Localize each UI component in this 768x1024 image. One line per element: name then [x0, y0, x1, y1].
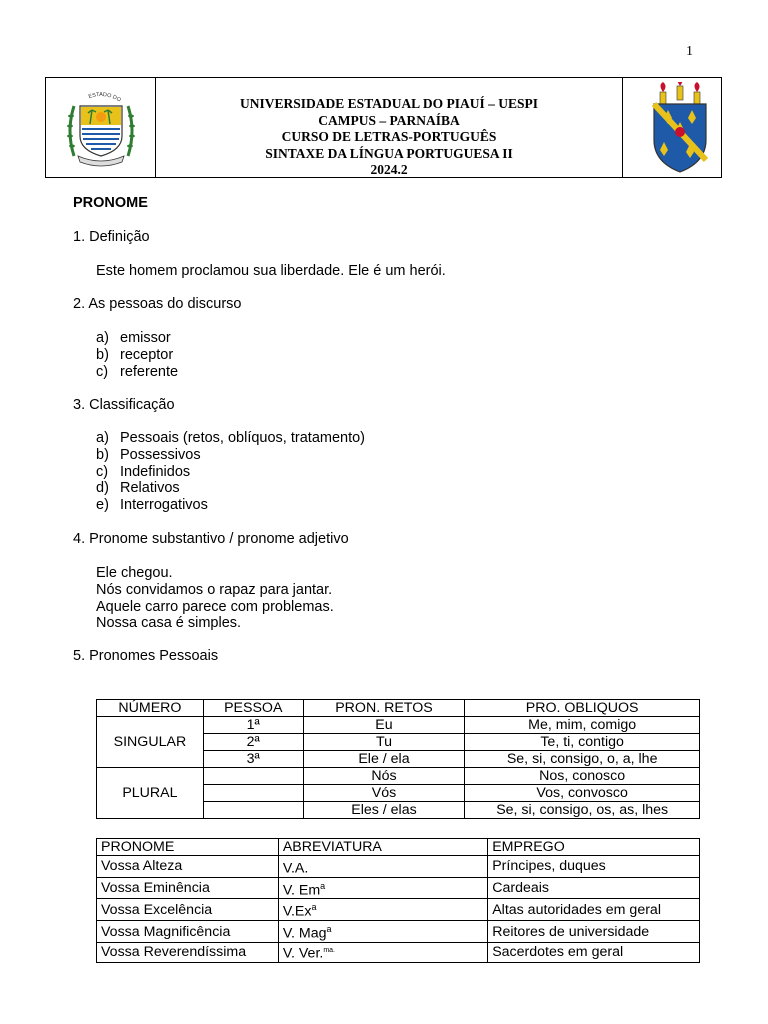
page-title: PRONOME — [73, 195, 148, 211]
list-marker: b) — [96, 446, 109, 463]
abbreviation-superscript: ma. — [323, 946, 335, 954]
table-cell: Nos, conosco — [465, 768, 700, 785]
list-marker: c) — [96, 363, 109, 380]
table-cell: Ele / ela — [303, 751, 465, 768]
column-header: PESSOA — [203, 700, 303, 717]
example-sentence: Aquele carro parece com problemas. — [96, 598, 334, 615]
classification-list — [96, 430, 365, 514]
table-cell — [203, 768, 303, 785]
column-header: PRO. OBLIQUOS — [465, 700, 700, 717]
list-item-text: emissor — [120, 330, 171, 346]
example-sentence: Nós convidamos o rapaz para jantar. — [96, 581, 333, 598]
list-item — [96, 464, 365, 481]
table-cell: Se, si, consigo, os, as, lhes — [465, 802, 700, 819]
university-coat-of-arms-icon — [646, 82, 714, 174]
table-cell: Eu — [303, 717, 465, 734]
semester: 2024.2 — [370, 162, 408, 177]
table-header-row — [97, 839, 700, 856]
document-header — [45, 77, 722, 178]
table-row — [97, 717, 700, 734]
section-heading: 5. Pronomes Pessoais — [73, 648, 219, 664]
list-marker: d) — [96, 480, 109, 497]
column-header: NÚMERO — [97, 700, 204, 717]
abbreviation: V. Ver. — [282, 945, 324, 962]
personal-pronouns-table — [96, 699, 700, 819]
list-item — [96, 430, 365, 447]
table-row — [97, 856, 700, 878]
list-item — [96, 480, 365, 497]
university-name: UNIVERSIDADE ESTADUAL DO PIAUÍ – UESPI — [240, 96, 538, 111]
table-cell — [278, 899, 487, 921]
list-marker: b) — [96, 346, 109, 363]
svg-text:ESTADO DO PIAUÍ — [64, 86, 122, 104]
table-cell: Me, mim, comigo — [465, 717, 700, 734]
institution-header — [156, 96, 622, 179]
table-cell: Vossa Eminência — [97, 877, 279, 899]
abbreviation: V.Ex — [282, 904, 312, 921]
table-cell: Príncipes, duques — [488, 856, 700, 878]
list-item — [96, 347, 178, 364]
abbreviation: V.A. — [282, 860, 309, 877]
table-cell: 3ª — [203, 751, 303, 768]
table-cell: Vos, convosco — [465, 785, 700, 802]
table-header-row — [97, 700, 700, 717]
list-item — [96, 497, 365, 514]
list-item-text: Pessoais (retos, oblíquos, tratamento) — [120, 430, 366, 446]
abbreviation: V. Em — [282, 882, 321, 899]
column-header: PRONOME — [97, 839, 279, 856]
table-cell: Vossa Magnificência — [97, 921, 279, 943]
definition-example: Este homem proclamou sua liberdade. Ele é um herói. — [96, 263, 446, 279]
section-heading: 2. As pessoas do discurso — [73, 296, 242, 312]
table-cell — [203, 802, 303, 819]
table-row — [97, 921, 700, 943]
table-cell: Sacerdotes em geral — [488, 942, 700, 962]
list-item-text: Possessivos — [120, 446, 201, 463]
column-header: ABREVIATURA — [278, 839, 487, 856]
subject-name: SINTAXE DA LÍNGUA PORTUGUESA II — [265, 145, 513, 161]
column-header: PRON. RETOS — [303, 700, 465, 717]
table-row — [97, 899, 700, 921]
table-cell: Vós — [303, 785, 465, 802]
discourse-persons-list — [96, 330, 178, 380]
table-cell: Te, ti, contigo — [465, 734, 700, 751]
section-heading: 4. Pronome substantivo / pronome adjetivo — [73, 531, 349, 547]
table-cell: Reitores de universidade — [488, 921, 700, 943]
list-item-text: receptor — [120, 346, 174, 363]
table-cell: Vossa Alteza — [97, 856, 279, 878]
abbreviation: V. Mag — [282, 925, 327, 942]
table-row — [97, 942, 700, 962]
table-cell: Cardeais — [488, 877, 700, 899]
page-number: 1 — [686, 44, 693, 59]
list-marker: a) — [96, 430, 109, 446]
section-heading: 1. Definição — [73, 229, 150, 245]
table-cell: Se, si, consigo, o, a, lhe — [465, 751, 700, 768]
table-cell: Nós — [303, 768, 465, 785]
table-cell: Vossa Excelência — [97, 899, 279, 921]
treatment-pronouns-table — [96, 838, 700, 963]
abbreviation-superscript: a — [320, 880, 326, 891]
table-cell: Altas autoridades em geral — [488, 899, 700, 921]
list-item-text: Relativos — [120, 480, 180, 497]
header-divider — [622, 78, 623, 177]
table-cell: Vossa Reverendíssima — [97, 942, 279, 962]
list-item — [96, 447, 365, 464]
table-cell — [278, 942, 487, 962]
number-cell: SINGULAR — [97, 717, 204, 768]
list-marker: e) — [96, 497, 109, 514]
state-coat-of-arms-icon — [64, 86, 138, 168]
abbreviation-superscript: a — [326, 924, 332, 935]
list-item — [96, 364, 178, 381]
list-marker: a) — [96, 330, 109, 346]
example-sentence: Ele chegou. — [96, 565, 173, 581]
example-sentence: Nossa casa é simples. — [96, 615, 242, 632]
course-name: CURSO DE LETRAS-PORTUGUÊS — [281, 129, 497, 144]
table-row — [97, 877, 700, 899]
table-cell: 1ª — [203, 717, 303, 734]
list-marker: c) — [96, 463, 109, 480]
section-heading: 3. Classificação — [73, 397, 175, 413]
table-cell: Tu — [303, 734, 465, 751]
list-item-text: referente — [120, 363, 179, 380]
list-item — [96, 330, 178, 347]
table-cell — [278, 856, 487, 878]
table-cell — [278, 877, 487, 899]
number-cell: PLURAL — [97, 768, 204, 819]
table-cell — [278, 921, 487, 943]
table-row — [97, 768, 700, 785]
list-item-text: Interrogativos — [120, 497, 208, 514]
table-cell: 2ª — [203, 734, 303, 751]
list-item-text: Indefinidos — [120, 463, 191, 480]
table-cell: Eles / elas — [303, 802, 465, 819]
table-cell — [203, 785, 303, 802]
seal-text: ESTADO DO — [87, 91, 122, 104]
campus-name: CAMPUS – PARNAÍBA — [318, 112, 460, 128]
abbreviation-superscript: a — [311, 902, 317, 913]
example-sentences — [96, 565, 334, 632]
column-header: EMPREGO — [488, 839, 700, 856]
